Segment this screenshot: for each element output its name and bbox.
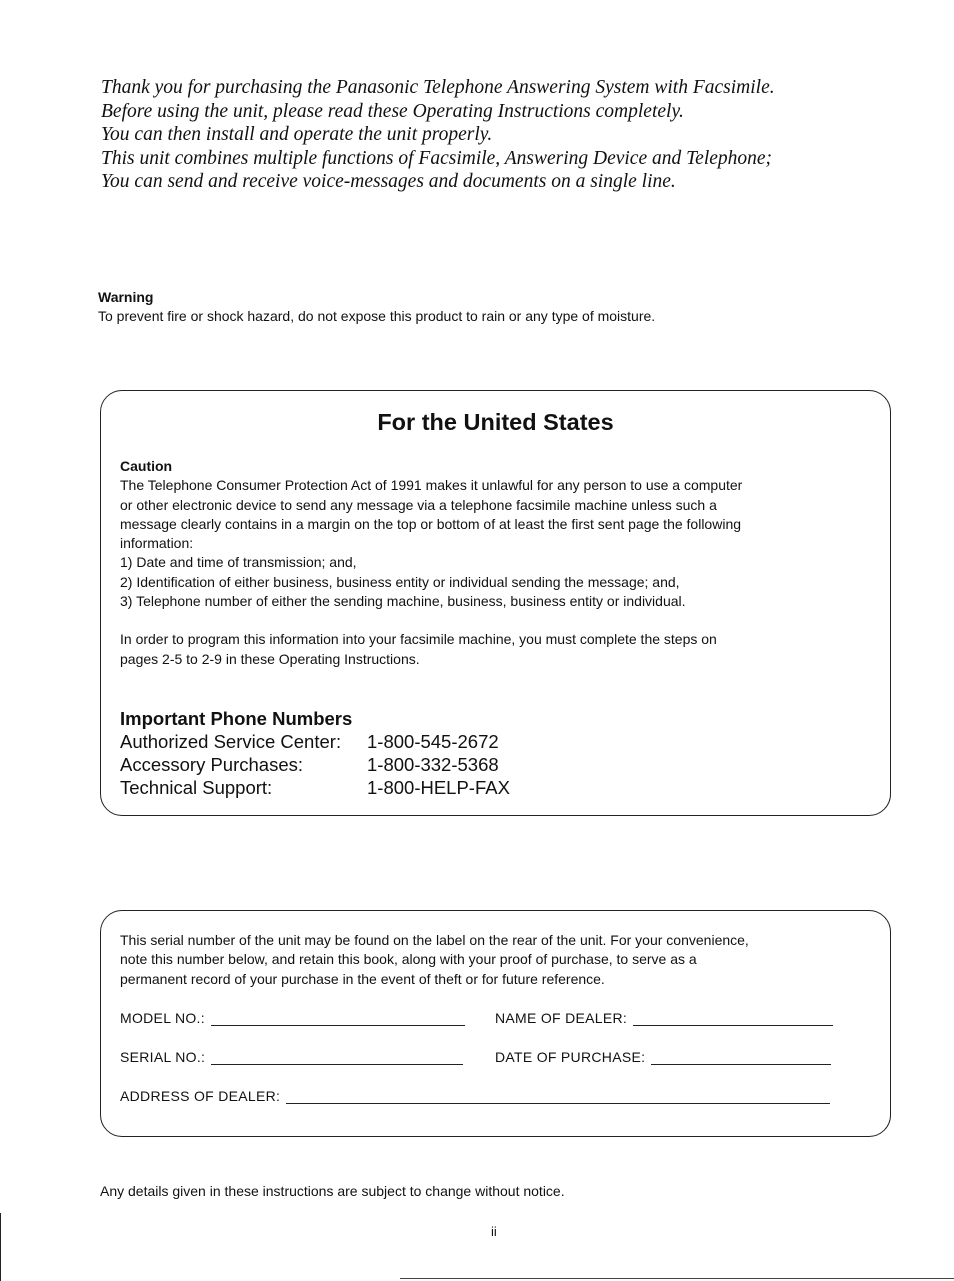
phone-row — [120, 753, 820, 776]
caution-list-item: 2) Identification of either business, business entity or individual sending the message; and, — [120, 573, 680, 590]
caution-line: information: — [120, 535, 194, 552]
phone-row — [120, 730, 820, 753]
serial-number-field[interactable] — [120, 1048, 495, 1065]
intro-line: Before using the unit, please read these Operating Instructions completely. — [101, 100, 684, 122]
model-number-field[interactable] — [120, 1009, 495, 1026]
intro-line: You can then install and operate the unit properly. — [101, 124, 493, 145]
program-line: In order to program this information into your facsimile machine, you must complete the steps on — [120, 631, 717, 648]
warning-title: Warning — [98, 289, 154, 305]
model-number-label: MODEL NO.: — [120, 1010, 205, 1026]
caution-title: Caution — [120, 458, 173, 474]
caution-section — [120, 457, 870, 669]
scan-edge-line — [0, 1213, 1, 1281]
caution-line: message clearly contains in a margin on the top or bottom of at least the first sent page the following — [120, 515, 742, 532]
phone-number: 1-800-HELP-FAX — [367, 777, 510, 798]
page-number: ii — [491, 1224, 497, 1239]
purchase-date-line[interactable] — [651, 1048, 831, 1065]
phone-row — [120, 776, 820, 799]
dealer-name-label: NAME OF DEALER: — [495, 1010, 628, 1026]
united-states-box — [100, 390, 891, 816]
dealer-address-label: ADDRESS OF DEALER: — [120, 1088, 281, 1104]
caution-list-item: 3) Telephone number of either the sending machine, business, business entity or individual. — [120, 593, 686, 610]
intro-line: You can send and receive voice-messages and documents on a single line. — [101, 171, 676, 192]
intro-line: Thank you for purchasing the Panasonic Telephone Answering System with Facsimile. — [101, 77, 775, 98]
warning-section — [98, 288, 898, 326]
dealer-address-line[interactable] — [286, 1087, 830, 1104]
footer-note: Any details given in these instructions are subject to change without notice. — [100, 1183, 565, 1199]
serial-instructions — [120, 931, 870, 989]
program-line: pages 2-5 to 2-9 in these Operating Instructions. — [120, 650, 420, 667]
model-number-line[interactable] — [211, 1009, 465, 1026]
caution-list-item: 1) Date and time of transmission; and, — [120, 554, 357, 571]
purchase-date-label: DATE OF PURCHASE: — [495, 1049, 646, 1065]
intro-paragraph — [101, 76, 901, 194]
serial-number-line[interactable] — [211, 1048, 463, 1065]
serial-text-line: This serial number of the unit may be found on the label on the rear of the unit. For your convenience, — [120, 932, 749, 948]
serial-record-box — [100, 910, 891, 1137]
purchase-date-field[interactable] — [495, 1048, 831, 1065]
phone-label: Technical Support: — [120, 777, 273, 798]
dealer-name-line[interactable] — [633, 1009, 833, 1026]
field-row-address — [120, 1087, 860, 1104]
serial-text-line: permanent record of your purchase in the event of theft or for future reference. — [120, 970, 605, 987]
warning-text: To prevent fire or shock hazard, do not expose this product to rain or any type of moisture. — [98, 308, 656, 324]
phone-numbers-title: Important Phone Numbers — [120, 708, 353, 729]
serial-number-label: SERIAL NO.: — [120, 1049, 206, 1065]
field-row-serial-date — [120, 1048, 860, 1065]
field-row-model-dealer — [120, 1009, 860, 1026]
phone-number: 1-800-332-5368 — [367, 754, 499, 775]
dealer-address-field[interactable] — [120, 1087, 830, 1104]
scan-edge-line — [400, 1278, 954, 1279]
intro-line: This unit combines multiple functions of Facsimile, Answering Device and Telephone; — [101, 147, 773, 169]
united-states-title: For the United States — [377, 409, 614, 435]
caution-line: or other electronic device to send any message via a telephone facsimile machine unless such a — [120, 496, 717, 513]
phone-numbers-section — [120, 707, 820, 799]
phone-label: Accessory Purchases: — [120, 754, 304, 775]
serial-text-line: note this number below, and retain this book, along with your proof of purchase, to serve as a — [120, 951, 697, 968]
dealer-name-field[interactable] — [495, 1009, 833, 1026]
phone-number: 1-800-545-2672 — [367, 731, 499, 752]
caution-line: The Telephone Consumer Protection Act of 1991 makes it unlawful for any person to use a computer — [120, 477, 743, 494]
phone-label: Authorized Service Center: — [120, 731, 342, 752]
